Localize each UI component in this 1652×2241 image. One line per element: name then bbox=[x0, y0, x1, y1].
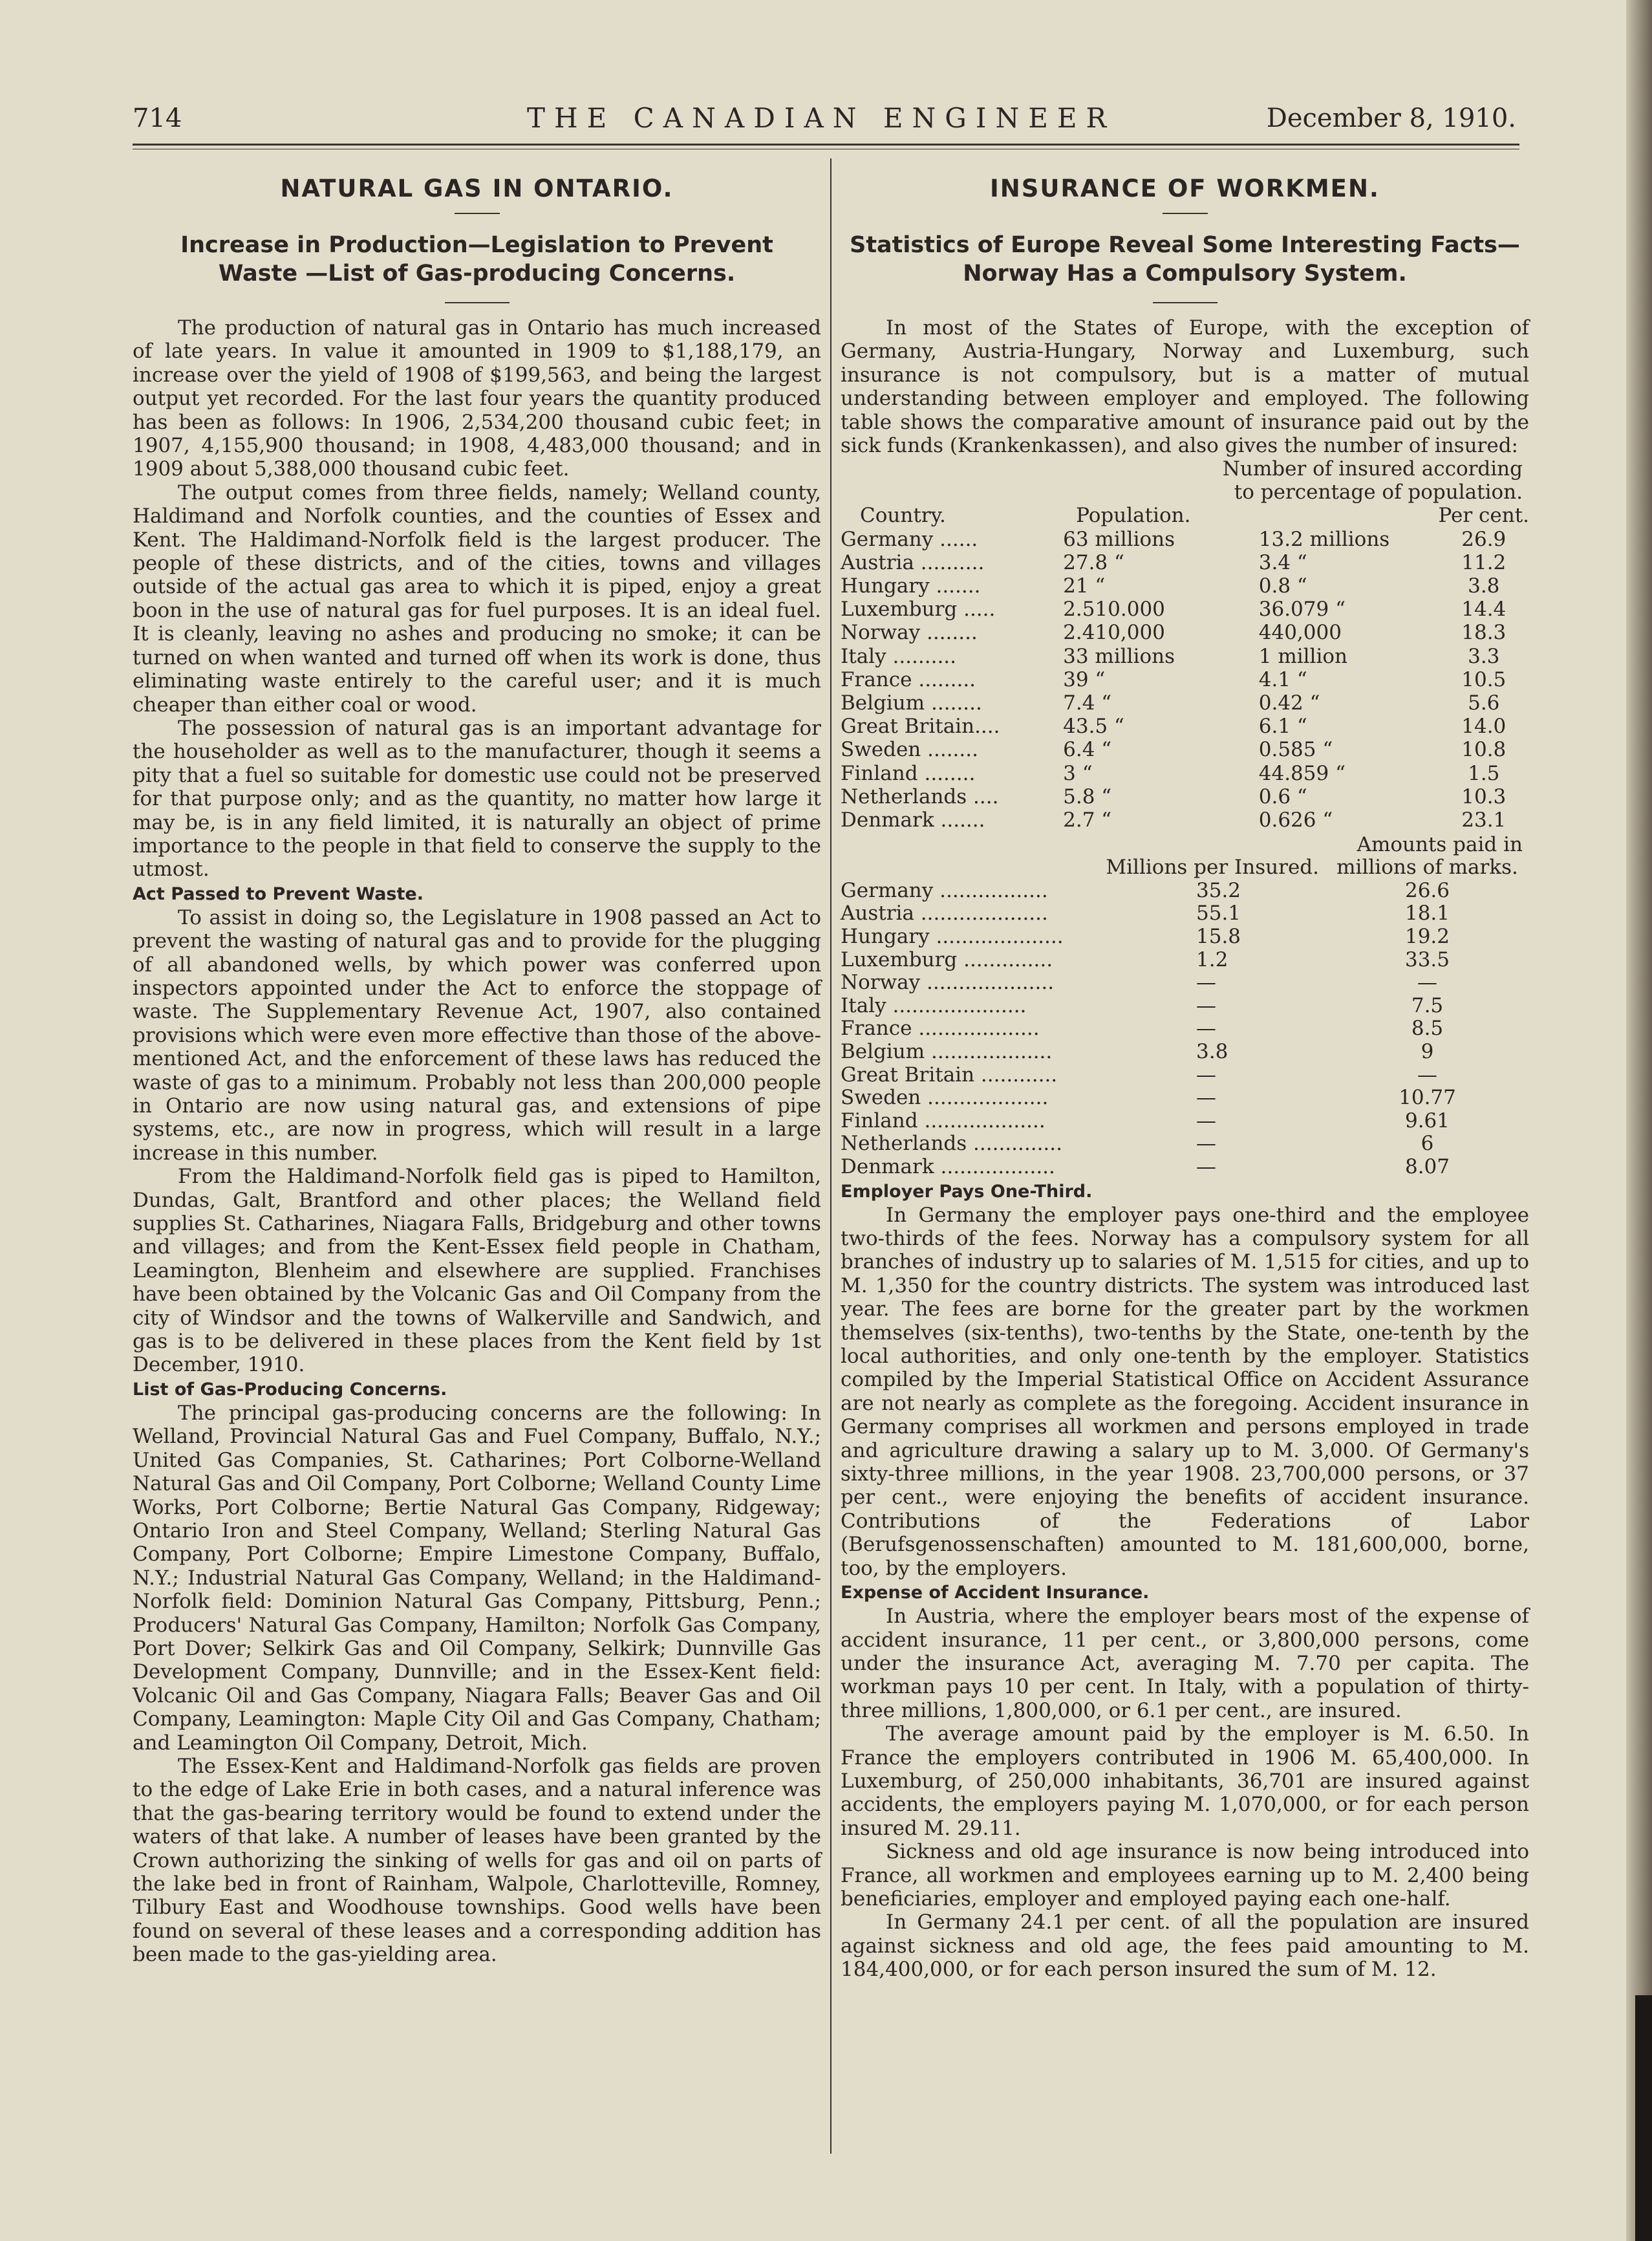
marks-cell: 7.5 bbox=[1411, 993, 1444, 1017]
population-cell: 5.8 “ bbox=[1063, 785, 1112, 808]
country-cell bbox=[841, 808, 1063, 832]
country-name: Great Britain bbox=[841, 1063, 975, 1087]
percent-cell: 1.5 bbox=[1468, 761, 1500, 785]
per-insured-cell: — bbox=[1196, 1132, 1216, 1156]
table-row bbox=[841, 880, 1529, 903]
country-name: Luxemburg bbox=[841, 947, 958, 971]
country-name: Austria bbox=[841, 550, 914, 574]
leader-dots: .............. bbox=[957, 947, 1053, 971]
leader-dots: ...... bbox=[933, 527, 978, 551]
country-cell bbox=[841, 949, 1164, 972]
leader-dots: ......... bbox=[912, 667, 976, 691]
population-cell: 3 “ bbox=[1063, 761, 1093, 785]
paragraph: From the Haldimand-Norfolk field gas is piped to Hamilton, Dundas, Galt, Brantford and other places; the Welland field supplies St. Catharines, Niagara Falls, Bridgeburg and other towns and villages; and from the Kent-Essex field people in Chatham, Leamington, Blenheim and elsewhere are supplied. Franchises have been obtained by the Volcanic Gas and Oil Company from the city of Windsor and the towns of Walkerville and Sandwich, and gas is to be delivered in these places from the Kent field by 1st December, 1910. bbox=[133, 1165, 821, 1377]
country-name: Belgium bbox=[841, 1040, 925, 1064]
country-cell bbox=[841, 1156, 1164, 1179]
paragraph: The principal gas-producing concerns are the following: In Welland, Provincial Natural Gas and Fuel Company, Buffalo, N.Y.; United Gas Companies, St. Catharines; Port Colborne-Welland Natural Gas and Oil Company, Port Colborne; Welland County Lime Works, Port Colborne; Bertie Natural Gas Company, Ridgeway; Ontario Iron and Steel Company, Welland; Sterling Natural Gas Company, Port Colborne; Empire Limestone Company, Buffalo, N.Y.; Industrial Natural Gas Company, Welland; in the Haldimand-Norfolk field: Dominion Natural Gas Company, Pittsburg, Penn.; Producers' Natural Gas Company, Hamilton; Norfolk Gas Company, Port Dover; Selkirk Gas and Oil Company, Selkirk; Dunnville Gas Development Company, Dunnville; and in the Essex-Kent field: Volcanic Oil and Gas Company, Niagara Falls; Beaver Gas and Oil Company, Leamington: Maple City Oil and Gas Company, Chatham; and Leamington Oil Company, Detroit, Mich. bbox=[133, 1401, 821, 1755]
table-row bbox=[841, 715, 1529, 738]
percent-cell: 23.1 bbox=[1461, 808, 1507, 832]
subtitle-rule bbox=[445, 302, 510, 303]
title-rule bbox=[455, 213, 500, 214]
country-name: Austria bbox=[841, 902, 914, 926]
country-name: Finland bbox=[841, 1109, 918, 1132]
article-subtitle: Statistics of Europe Reveal Some Interesting Facts—Norway Has a Compulsory System. bbox=[850, 232, 1520, 287]
population-cell: 63 millions bbox=[1063, 527, 1175, 551]
population-cell: 7.4 “ bbox=[1063, 691, 1112, 715]
insured-cell: 0.42 “ bbox=[1258, 691, 1320, 715]
table-row bbox=[841, 621, 1529, 644]
population-cell: 33 millions bbox=[1063, 644, 1175, 668]
insured-cell: 4.1 “ bbox=[1258, 667, 1307, 691]
table-row bbox=[841, 528, 1529, 551]
country-cell bbox=[841, 738, 1063, 761]
percent-cell: 18.3 bbox=[1461, 621, 1507, 645]
insured-cell: 0.8 “ bbox=[1258, 574, 1307, 598]
paragraph: The average amount paid by the employer is M. 6.50. In France the employers contributed in 1906 M. 65,400,000. In Luxemburg, of 250,000 inhabitants, 36,701 are insured against accidents, the employers paying M. 1,070,000, or for each person insured M. 29.11. bbox=[841, 1722, 1529, 1840]
population-cell: 27.8 “ bbox=[1063, 550, 1124, 574]
percent-cell: 10.5 bbox=[1461, 667, 1507, 691]
country-cell bbox=[841, 1087, 1164, 1110]
table-body bbox=[841, 528, 1529, 832]
table-row bbox=[841, 691, 1529, 715]
paragraph: Sickness and old age insurance is now being introduced into France, all workmen and employees earning up to M. 2,400 being beneficiaries, employer and employed paying each one-half. bbox=[841, 1840, 1529, 1911]
article-title: NATURAL GAS IN ONTARIO. bbox=[280, 175, 674, 202]
paragraph: In Germany 24.1 per cent. of all the population are insured against sickness and old age, the fees paid amounting to M. 184,400,000, or for each person insured the sum of M. 12. bbox=[841, 1911, 1529, 1982]
population-cell: 2.510.000 bbox=[1063, 598, 1165, 622]
table-row bbox=[841, 949, 1529, 972]
population-cell: 21 “ bbox=[1063, 574, 1106, 598]
table-row bbox=[841, 574, 1529, 598]
country-cell bbox=[841, 880, 1164, 903]
marks-cell: 6 bbox=[1421, 1132, 1434, 1156]
leader-dots: .................... bbox=[914, 902, 1048, 926]
per-insured-cell: 3.8 bbox=[1196, 1040, 1228, 1064]
leader-dots: ........ bbox=[920, 621, 978, 645]
country-cell bbox=[841, 668, 1063, 691]
percent-cell: 14.0 bbox=[1461, 715, 1507, 739]
article-title: INSURANCE OF WORKMEN. bbox=[990, 175, 1380, 202]
country-name: Hungary bbox=[841, 574, 930, 598]
percent-cell: 3.8 bbox=[1468, 574, 1500, 598]
paragraph: In most of the States of Europe, with the exception of Germany, Austria-Hungary, Norway and Luxemburg, such insurance is not compulsory, but is a matter of mutual understanding between employer and employed. The following table shows the comparative amount of insurance paid out by the sick funds (Krankenkassen), and also gives the number of insured: bbox=[841, 316, 1529, 458]
left-column bbox=[133, 168, 821, 1967]
country-name: Germany bbox=[841, 878, 934, 902]
column-header: Country. bbox=[860, 504, 946, 528]
marks-cell: 9.61 bbox=[1404, 1109, 1450, 1132]
country-name: Hungary bbox=[841, 925, 930, 949]
marks-cell: — bbox=[1417, 971, 1437, 995]
marks-cell: 26.6 bbox=[1404, 878, 1450, 902]
leader-dots: ....... bbox=[929, 574, 981, 598]
leader-dots: ..... bbox=[957, 598, 996, 622]
table-header-row bbox=[841, 504, 1529, 527]
country-cell bbox=[841, 1041, 1164, 1064]
insured-cell: 440,000 bbox=[1258, 621, 1342, 645]
leader-dots: ................... bbox=[925, 1040, 1053, 1064]
paragraph: The possession of natural gas is an important advantage for the householder as well as to the manufacturer, though it seems a pity that a fuel so suitable for domestic use could not be preserved for that purpose only; and as the quantity, no matter how large it may be, is in any field limited, it is naturally an object of prime importance to the people in that field to conserve the supply to the utmost. bbox=[133, 716, 821, 882]
column-header: Population. bbox=[1076, 504, 1191, 528]
population-cell: 2.7 “ bbox=[1063, 808, 1112, 832]
per-insured-cell: — bbox=[1196, 1155, 1216, 1178]
masthead: THE CANADIAN ENGINEER bbox=[527, 102, 1116, 134]
table-body bbox=[841, 880, 1529, 1179]
per-insured-cell: — bbox=[1196, 971, 1216, 995]
percent-cell: 26.9 bbox=[1461, 527, 1507, 551]
paragraph: The Essex-Kent and Haldimand-Norfolk gas fields are proven to the edge of Lake Erie in both cases, and a natural inference was that the gas-bearing territory would be found to extend under the waters of that lake. A number of leases have been granted by the Crown authorizing the sinking of wells for gas and oil on parts of the lake bed in front of Rainham, Walpole, Charlotteville, Romney, Tilbury East and Woodhouse townships. Good wells have been found on several of these leases and a corresponding addition has been made to the gas-yielding area. bbox=[133, 1754, 821, 1967]
marks-cell: 8.07 bbox=[1404, 1155, 1450, 1178]
country-name: Finland bbox=[841, 761, 918, 785]
country-name: Belgium bbox=[841, 691, 925, 715]
insured-cell: 3.4 “ bbox=[1258, 550, 1307, 574]
country-cell bbox=[841, 691, 1063, 715]
table-row bbox=[841, 1132, 1529, 1156]
section-heading: Act Passed to Prevent Waste. bbox=[133, 883, 424, 904]
leader-dots: .......... bbox=[914, 550, 985, 574]
table-row bbox=[841, 902, 1529, 926]
per-insured-cell: — bbox=[1196, 1086, 1216, 1110]
marks-cell: 9 bbox=[1421, 1040, 1434, 1064]
insured-cell: 0.6 “ bbox=[1258, 785, 1307, 808]
percent-cell: 14.4 bbox=[1461, 598, 1507, 622]
table-row bbox=[841, 808, 1529, 832]
table-row bbox=[841, 1156, 1529, 1179]
country-name: Netherlands bbox=[841, 785, 967, 808]
country-cell bbox=[841, 551, 1063, 574]
table-row bbox=[841, 1041, 1529, 1064]
table-row bbox=[841, 1087, 1529, 1110]
leader-dots: ........ bbox=[925, 691, 982, 715]
leader-dots: .......... bbox=[886, 644, 957, 668]
leader-dots: ................... bbox=[921, 1086, 1049, 1110]
country-cell bbox=[841, 785, 1063, 808]
insured-cell: 44.859 “ bbox=[1258, 761, 1346, 785]
population-cell: 43.5 “ bbox=[1063, 715, 1124, 739]
column-header: millions of marks. bbox=[1336, 856, 1518, 880]
leader-dots: ................. bbox=[933, 878, 1048, 902]
per-insured-cell: 1.2 bbox=[1196, 947, 1228, 971]
per-insured-cell: 55.1 bbox=[1196, 902, 1241, 926]
country-name: Norway bbox=[841, 621, 921, 645]
table-row bbox=[841, 645, 1529, 668]
column-header: Millions per Insured. bbox=[1106, 856, 1319, 880]
country-name: Italy bbox=[841, 993, 886, 1017]
country-cell bbox=[841, 1017, 1164, 1041]
leader-dots: ................... bbox=[917, 1109, 1046, 1132]
country-cell bbox=[841, 902, 1164, 926]
table-header-row bbox=[841, 856, 1529, 880]
table-row bbox=[841, 971, 1529, 995]
section-heading: Expense of Accident Insurance. bbox=[841, 1583, 1150, 1603]
percent-cell: 10.8 bbox=[1461, 738, 1507, 762]
table-row bbox=[841, 995, 1529, 1018]
leader-dots: ........ bbox=[921, 738, 978, 762]
country-cell bbox=[841, 621, 1063, 644]
leader-dots: .................. bbox=[934, 1155, 1055, 1178]
leader-dots: .................... bbox=[929, 925, 1064, 949]
leader-dots: ..................... bbox=[886, 993, 1027, 1017]
percent-cell: 3.3 bbox=[1468, 644, 1500, 668]
paragraph: The production of natural gas in Ontario has much increased of late years. In value it amounted in 1909 to $1,188,179, an increase over the yield of 1908 of $199,563, and being the largest output yet recorded. For the last four years the quantity produced has been as follows: In 1906, 2,534,200 thousand cubic feet; in 1907, 4,155,900 thousand; in 1908, 4,483,000 thousand; and in 1909 about 5,388,000 thousand cubic feet. bbox=[133, 316, 821, 481]
paragraph: In Germany the employer pays one-third and the employee two-thirds of the fees. Norway has a compulsory system for all branches of industry up to salaries of M. 1,515 for cities, and up to M. 1,350 for the country districts. The system was introduced last year. The fees are borne for the greater part by the workmen themselves (six-tenths), two-tenths by the State, one-tenth by the local authorities, and only one-tenth by the employer. Statistics compiled by the Imperial Statistical Office on Accident Assurance are not nearly as complete as the foregoing. Accident insurance in Germany comprises all workmen and persons employed in trade and agriculture drawing a salary up to M. 3,000. Of Germany's sixty-three millions, in the year 1908. 23,700,000 persons, or 37 per cent., were enjoying the benefits of accident insurance. Contributions of the Federations of Labor (Berufsgenossenschaften) amounted to M. 181,600,000, borne, too, by the employers. bbox=[841, 1203, 1529, 1580]
leader-dots: ....... bbox=[934, 808, 985, 832]
table-row bbox=[841, 762, 1529, 785]
country-name: France bbox=[841, 667, 912, 691]
amounts-table bbox=[841, 856, 1529, 1178]
marks-cell: — bbox=[1417, 1063, 1437, 1087]
insured-population-table bbox=[841, 504, 1529, 832]
country-name: Italy bbox=[841, 644, 886, 668]
country-name: Luxemburg bbox=[841, 598, 958, 622]
subtitle-rule bbox=[1153, 302, 1218, 303]
country-name: Germany bbox=[841, 527, 934, 551]
country-cell bbox=[841, 528, 1063, 551]
table-row bbox=[841, 668, 1529, 691]
population-cell: 2.410,000 bbox=[1063, 621, 1165, 645]
table-row bbox=[841, 1064, 1529, 1087]
per-insured-cell: — bbox=[1196, 1017, 1216, 1041]
issue-date: December 8, 1910. bbox=[1266, 103, 1516, 133]
leader-dots: ................... bbox=[912, 1017, 1040, 1041]
country-name: Netherlands bbox=[841, 1132, 967, 1156]
country-cell bbox=[841, 926, 1164, 949]
country-name: Denmark bbox=[841, 808, 934, 832]
insured-cell: 13.2 millions bbox=[1258, 527, 1390, 551]
page-edge-dark bbox=[1635, 1995, 1652, 2241]
percent-cell: 10.3 bbox=[1461, 785, 1507, 808]
title-rule bbox=[1163, 213, 1208, 214]
table-row bbox=[841, 738, 1529, 761]
marks-cell: 19.2 bbox=[1404, 925, 1450, 949]
table-row bbox=[841, 551, 1529, 574]
page-number: 714 bbox=[133, 103, 182, 133]
paragraph: To assist in doing so, the Legislature in 1908 passed an Act to prevent the wasting of natural gas and to provide for the plugging of all abandoned wells, by which power was conferred upon inspectors appointed under the Act to enforce the stoppage of waste. The Supplementary Revenue Act, 1907, also contained provisions which were even more effective than those of the above-mentioned Act, and the enforcement of these laws has reduced the waste of gas to a minimum. Probably not less than 200,000 people in Ontario are now using natural gas, and extensions of pipe systems, etc., are now in progress, which will result in a large increase in this number. bbox=[133, 905, 821, 1165]
table-row bbox=[841, 598, 1529, 621]
section-heading: Employer Pays One-Third. bbox=[841, 1181, 1093, 1202]
country-cell bbox=[841, 762, 1063, 785]
country-name: Norway bbox=[841, 971, 921, 995]
insured-cell: 36.079 “ bbox=[1258, 598, 1346, 622]
per-insured-cell: — bbox=[1196, 1109, 1216, 1132]
table-row bbox=[841, 1017, 1529, 1041]
leader-dots: .... bbox=[967, 785, 999, 808]
table-super-header: Amounts paid in bbox=[1357, 833, 1523, 857]
right-column bbox=[841, 168, 1529, 1982]
country-cell bbox=[841, 971, 1164, 995]
per-insured-cell: — bbox=[1196, 993, 1216, 1017]
country-name: France bbox=[841, 1017, 912, 1041]
section-heading: List of Gas-Producing Concerns. bbox=[133, 1379, 447, 1400]
table-super-header: Number of insured according bbox=[1222, 457, 1523, 481]
leader-dots: .................... bbox=[920, 971, 1055, 995]
table-row bbox=[841, 785, 1529, 808]
country-cell bbox=[841, 1110, 1164, 1133]
country-cell bbox=[841, 715, 1063, 738]
insured-cell: 0.585 “ bbox=[1258, 738, 1333, 762]
country-cell bbox=[841, 645, 1063, 668]
insured-cell: 6.1 “ bbox=[1258, 715, 1307, 739]
table-row bbox=[841, 1110, 1529, 1133]
marks-cell: 10.77 bbox=[1399, 1086, 1456, 1110]
column-header: Per cent. bbox=[1438, 504, 1529, 528]
running-header bbox=[133, 97, 1516, 142]
paragraph: The output comes from three fields, namely; Welland county, Haldimand and Norfolk counties, and the counties of Essex and Kent. The Haldimand-Norfolk field is the largest producer. The people of these districts, and of the cities, towns and villages outside of the actual gas area to which it is piped, enjoy a great boon in the use of natural gas for fuel purposes. It is an ideal fuel. It is cleanly, leaving no ashes and producing no smoke; it can be turned on when wanted and turned off when its work is done, thus eliminating waste entirely to the careful user; and it is much cheaper than either coal or wood. bbox=[133, 481, 821, 717]
country-name: Denmark bbox=[841, 1155, 934, 1178]
table-row bbox=[841, 926, 1529, 949]
paragraph: In Austria, where the employer bears most of the expense of accident insurance, 11 per cent., or 3,800,000 persons, come under the insurance Act, averaging M. 7.70 per capita. The workman pays 10 per cent. In Italy, with a population of thirty-three millions, 1,800,000, or 6.1 per cent., are insured. bbox=[841, 1605, 1529, 1722]
leader-dots: ............ bbox=[974, 1063, 1058, 1087]
percent-cell: 11.2 bbox=[1461, 550, 1507, 574]
per-insured-cell: 35.2 bbox=[1196, 878, 1241, 902]
country-cell bbox=[841, 1132, 1164, 1156]
country-cell bbox=[841, 995, 1164, 1018]
country-name: Great Britain bbox=[841, 715, 975, 739]
page-edge-shadow bbox=[1626, 0, 1652, 2241]
country-name: Sweden bbox=[841, 738, 921, 762]
leader-dots: .............. bbox=[967, 1132, 1062, 1156]
column-header bbox=[1220, 504, 1439, 527]
marks-cell: 8.5 bbox=[1411, 1017, 1444, 1041]
country-cell bbox=[841, 598, 1063, 621]
per-insured-cell: 15.8 bbox=[1196, 925, 1241, 949]
country-name: Sweden bbox=[841, 1086, 921, 1110]
population-cell: 6.4 “ bbox=[1063, 738, 1112, 762]
article-subtitle: Increase in Production—Legislation to Prevent Waste —List of Gas-producing Concerns. bbox=[180, 232, 773, 287]
per-insured-cell: — bbox=[1196, 1063, 1216, 1087]
population-cell: 39 “ bbox=[1063, 667, 1106, 691]
marks-cell: 18.1 bbox=[1404, 902, 1450, 926]
leader-dots: .... bbox=[974, 715, 1000, 739]
table-super-header: to percentage of population. bbox=[1234, 481, 1523, 504]
header-rule bbox=[133, 144, 1519, 146]
country-cell bbox=[841, 574, 1063, 598]
percent-cell: 5.6 bbox=[1468, 691, 1500, 715]
country-cell bbox=[841, 1064, 1164, 1087]
insured-cell: 1 million bbox=[1258, 644, 1348, 668]
column-divider bbox=[830, 158, 831, 2154]
marks-cell: 33.5 bbox=[1404, 947, 1450, 971]
leader-dots: ........ bbox=[917, 761, 976, 785]
insured-cell: 0.626 “ bbox=[1258, 808, 1333, 832]
